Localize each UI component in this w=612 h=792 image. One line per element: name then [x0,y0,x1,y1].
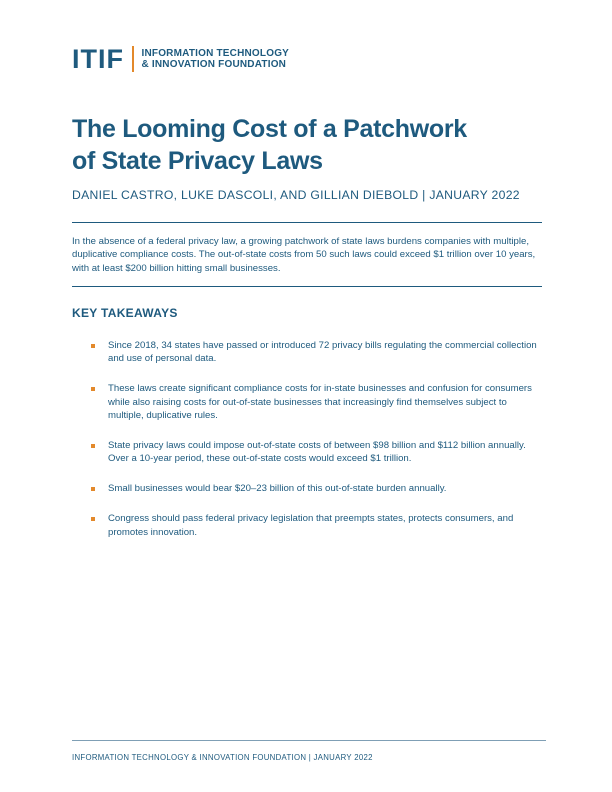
bullet-square-icon [91,344,95,348]
report-title [72,113,542,177]
takeaway-item [90,482,540,495]
byline: DANIEL CASTRO, LUKE DASCOLI, AND GILLIAN DIEBOLD | JANUARY 2022 [72,188,520,202]
footer-rule [72,740,546,741]
abstract-top-rule [72,222,542,223]
key-takeaways-list [90,339,540,556]
abstract-bottom-rule [72,286,542,287]
takeaway-item [90,382,540,422]
takeaway-text: Since 2018, 34 states have passed or introduced 72 privacy bills regulating the commercial collection and use of personal data. [108,340,537,365]
logo-line-2: & INNOVATION FOUNDATION [141,59,287,70]
takeaway-item [90,439,540,466]
page-footer: INFORMATION TECHNOLOGY & INNOVATION FOUNDATION | JANUARY 2022 [72,753,373,762]
logo-wordmark [142,48,290,71]
report-title-line-2: of State Privacy Laws [72,147,323,175]
takeaway-item [90,512,540,539]
bullet-square-icon [91,387,95,391]
logo-separator [132,46,134,72]
takeaway-text: These laws create significant compliance costs for in-state businesses and confusion for consumers while also raising costs for out-of-state businesses that increasingly find themselves subject to multiple, duplicative rules. [108,383,532,422]
bullet-square-icon [91,444,95,448]
logo-mark: ITIF [72,44,124,74]
abstract: In the absence of a federal privacy law, a growing patchwork of state laws burdens companies with multiple, duplicative compliance costs. The out-of-state costs from 50 such laws could exceed $1 trillion over 10 years, with at least $200 billion hitting small businesses. [72,236,536,274]
takeaway-text: Congress should pass federal privacy legislation that preempts states, protects consumers, and promotes innovation. [108,513,514,538]
takeaway-text: State privacy laws could impose out-of-state costs of between $98 billion and $112 billion annually. Over a 10-year period, these out-of-state costs would exceed $1 trillion. [108,440,526,465]
bullet-square-icon [91,487,95,491]
bullet-square-icon [91,517,95,521]
takeaway-item [90,339,540,366]
takeaway-text: Small businesses would bear $20–23 billion of this out-of-state burden annually. [108,483,447,495]
report-title-line-1: The Looming Cost of a Patchwork [72,115,467,143]
itif-logo [72,45,289,73]
key-takeaways-heading: KEY TAKEAWAYS [72,306,178,320]
logo-line-1: INFORMATION TECHNOLOGY [141,47,290,59]
